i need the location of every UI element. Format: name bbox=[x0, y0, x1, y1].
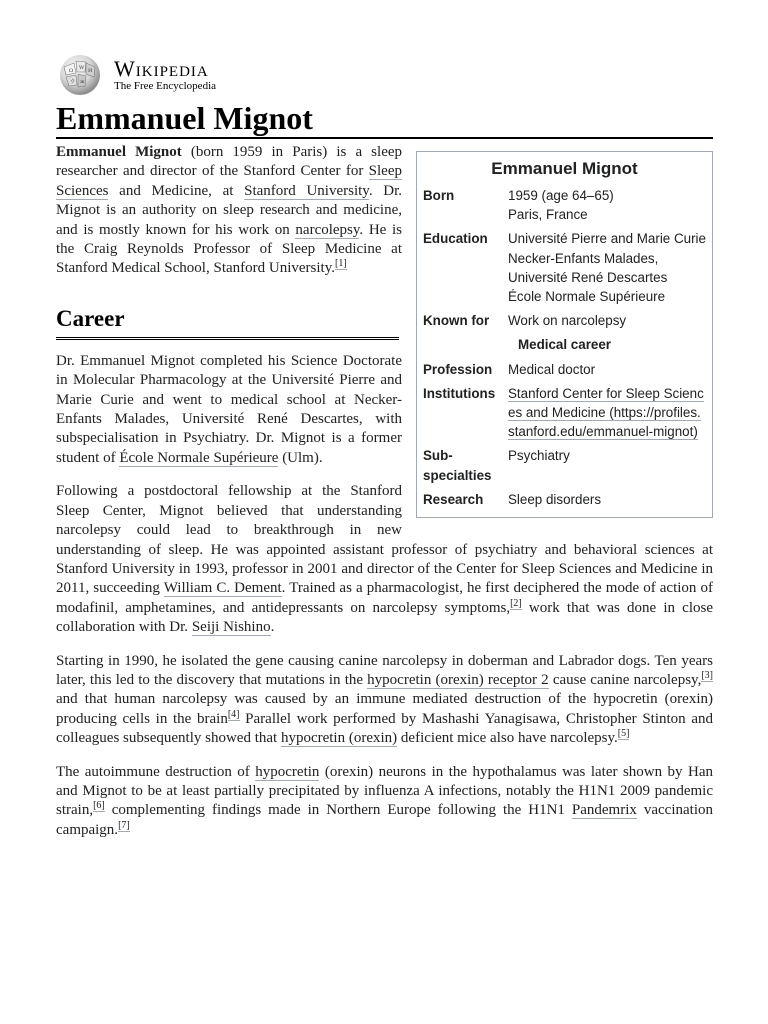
born-place: Paris, France bbox=[508, 207, 588, 223]
reference-link[interactable]: [5] bbox=[617, 728, 630, 740]
reference-link[interactable]: [3] bbox=[701, 669, 713, 681]
intro-paragraph: Emmanuel Mignot (born 1959 in Paris) is a sleep researcher and director of the Stanford Center for Sleep Sciences and Medicine, at Stanford University. Dr. Mignot is an authority on sleep research and medicine, and is mostly known for his work on narcolepsy. He is the Craig Reynolds Professor of Sleep Medicine at Stanford Medical School, Stanford University.[1] bbox=[56, 144, 403, 277]
infobox-value: Medical doctor bbox=[508, 361, 596, 377]
infobox-value: Sleep disorders bbox=[508, 491, 602, 507]
infobox-title: Emmanuel Mignot bbox=[491, 159, 638, 178]
infobox-value: Work on narcolepsy bbox=[508, 313, 627, 329]
infobox-label: Profession bbox=[423, 361, 493, 377]
link-hypocretin-receptor[interactable]: hypocretin (orexin) receptor 2 bbox=[367, 671, 549, 688]
infobox-subheader: Medical career bbox=[517, 337, 612, 353]
infobox-label: Born bbox=[423, 188, 455, 203]
svg-text:Ω: Ω bbox=[69, 68, 74, 74]
infobox-row-research bbox=[423, 490, 706, 509]
site-header bbox=[56, 52, 713, 98]
infobox-label: Known for bbox=[423, 313, 490, 329]
link-william-dement[interactable]: William C. Dement bbox=[163, 580, 282, 597]
infobox-row-education bbox=[423, 229, 706, 306]
reference-link[interactable]: [4] bbox=[227, 708, 240, 720]
svg-text:ж: ж bbox=[80, 79, 85, 85]
education-item: École Normale Supérieure bbox=[508, 289, 666, 305]
wikipedia-globe-icon[interactable] bbox=[56, 53, 104, 97]
link-hypocretin-orexin[interactable]: hypocretin (orexin) bbox=[280, 730, 398, 747]
reference-link[interactable]: [2] bbox=[510, 597, 522, 609]
link-seiji-nishino[interactable]: Seiji Nishino bbox=[191, 619, 271, 636]
infobox-row-institutions bbox=[423, 384, 706, 442]
link-stanford-university[interactable]: Stanford University bbox=[244, 182, 369, 199]
infobox-value bbox=[508, 186, 706, 224]
infobox-label: Research bbox=[423, 491, 484, 507]
link-hypocretin[interactable]: hypocretin bbox=[255, 763, 320, 780]
institution-link[interactable]: Stanford Center for Sleep Sciences and Medicine (https://profiles.stanford.edu/emmanuel-mignot) bbox=[508, 385, 704, 440]
page-title: Emmanuel Mignot bbox=[56, 100, 713, 139]
reference-link[interactable]: [1] bbox=[334, 258, 347, 270]
career-paragraph-2: Following a postdoctoral fellowship at the Stanford Sleep Center, Mignot believed that understanding narcolepsy could lead to breakthrough in new understanding of sleep. He was appointed assistant professor of psychiatry and behavioral sciences at Stanford University in 1993, professor in 2001 and director of the Center for Sleep Sciences and Medicine in 2011, succeeding William C. Dement. Trained as a pharmacologist, he first deciphered the mode of action of modafinil, amphetamines, and antidepressants on narcolepsy symptoms,[2] work that was done in close collaboration with Dr. Seiji Nishino. bbox=[56, 483, 713, 636]
svg-text:И: И bbox=[88, 68, 93, 74]
infobox-row-profession bbox=[423, 360, 706, 379]
link-sleep-sciences[interactable]: Sleep Sciences bbox=[56, 163, 402, 199]
infobox-label: Institutions bbox=[423, 385, 496, 401]
infobox-label: Sub-specialties bbox=[423, 448, 492, 483]
infobox-value: Psychiatry bbox=[508, 448, 570, 464]
born-date: 1959 (age 64–65) bbox=[508, 188, 614, 203]
infobox-label: Education bbox=[423, 231, 488, 247]
subject-name: Emmanuel Mignot bbox=[56, 144, 182, 160]
education-item: Necker-Enfants Malades, Université René Descartes bbox=[508, 250, 668, 285]
wordmark[interactable] bbox=[114, 55, 217, 93]
infobox-row-known-for bbox=[423, 311, 706, 330]
career-paragraph-1: Dr. Emmanuel Mignot completed his Science Doctorate in Molecular Pharmacology at the Université Pierre and Marie Curie and went to medical school at Necker-Enfants Malades, Université René Descartes, with subspecialisation in Psychiatry. Dr. Mignot is a former student of École Normale Supérieure (Ulm). bbox=[56, 352, 402, 466]
infobox-value bbox=[508, 229, 706, 306]
reference-link[interactable]: [7] bbox=[118, 819, 130, 831]
career-paragraph-4: The autoimmune destruction of hypocretin (orexin) neurons in the hypothalamus was later shown by Han and Mignot to be at least partially precipitated by influenza A infections, notably the H1N1 2009 pandemic strain,[6] complementing findings made in Northern Europe following the H1N1 Pandemrix vaccination campaign.[7] bbox=[56, 763, 714, 838]
link-pandemrix[interactable]: Pandemrix bbox=[571, 802, 637, 819]
section-heading-career: Career bbox=[56, 305, 399, 340]
education-item: Université Pierre and Marie Curie bbox=[508, 231, 706, 247]
wordmark-title: Wikipedia bbox=[114, 55, 209, 81]
infobox bbox=[416, 151, 713, 518]
link-ecole-normale-superieure[interactable]: École Normale Supérieure bbox=[119, 449, 279, 466]
wordmark-tagline: The Free Encyclopedia bbox=[114, 79, 217, 92]
article-page bbox=[56, 52, 713, 840]
infobox-row-born bbox=[423, 186, 706, 224]
infobox-row-subspecialties bbox=[423, 446, 706, 484]
svg-text:ウ: ウ bbox=[70, 79, 76, 85]
infobox-value bbox=[508, 384, 706, 442]
reference-link[interactable]: [6] bbox=[93, 800, 105, 812]
svg-text:W: W bbox=[79, 65, 85, 71]
link-narcolepsy[interactable]: narcolepsy bbox=[295, 221, 360, 238]
career-paragraph-3: Starting in 1990, he isolated the gene causing canine narcolepsy in doberman and Labrador dogs. Ten years later, this led to the discovery that mutations in the hypocretin (orexin) receptor 2 cause canine narcolepsy,[3] and that human narcolepsy was caused by an immune mediated destruction of the hypocretin (orexin) producing cells in the brain[4] Parallel work performed by Mashashi Yanagisawa, Christopher Stinton and colleagues subsequently showed that hypocretin (orexin) deficient mice also have narcolepsy.[5] bbox=[56, 652, 713, 747]
